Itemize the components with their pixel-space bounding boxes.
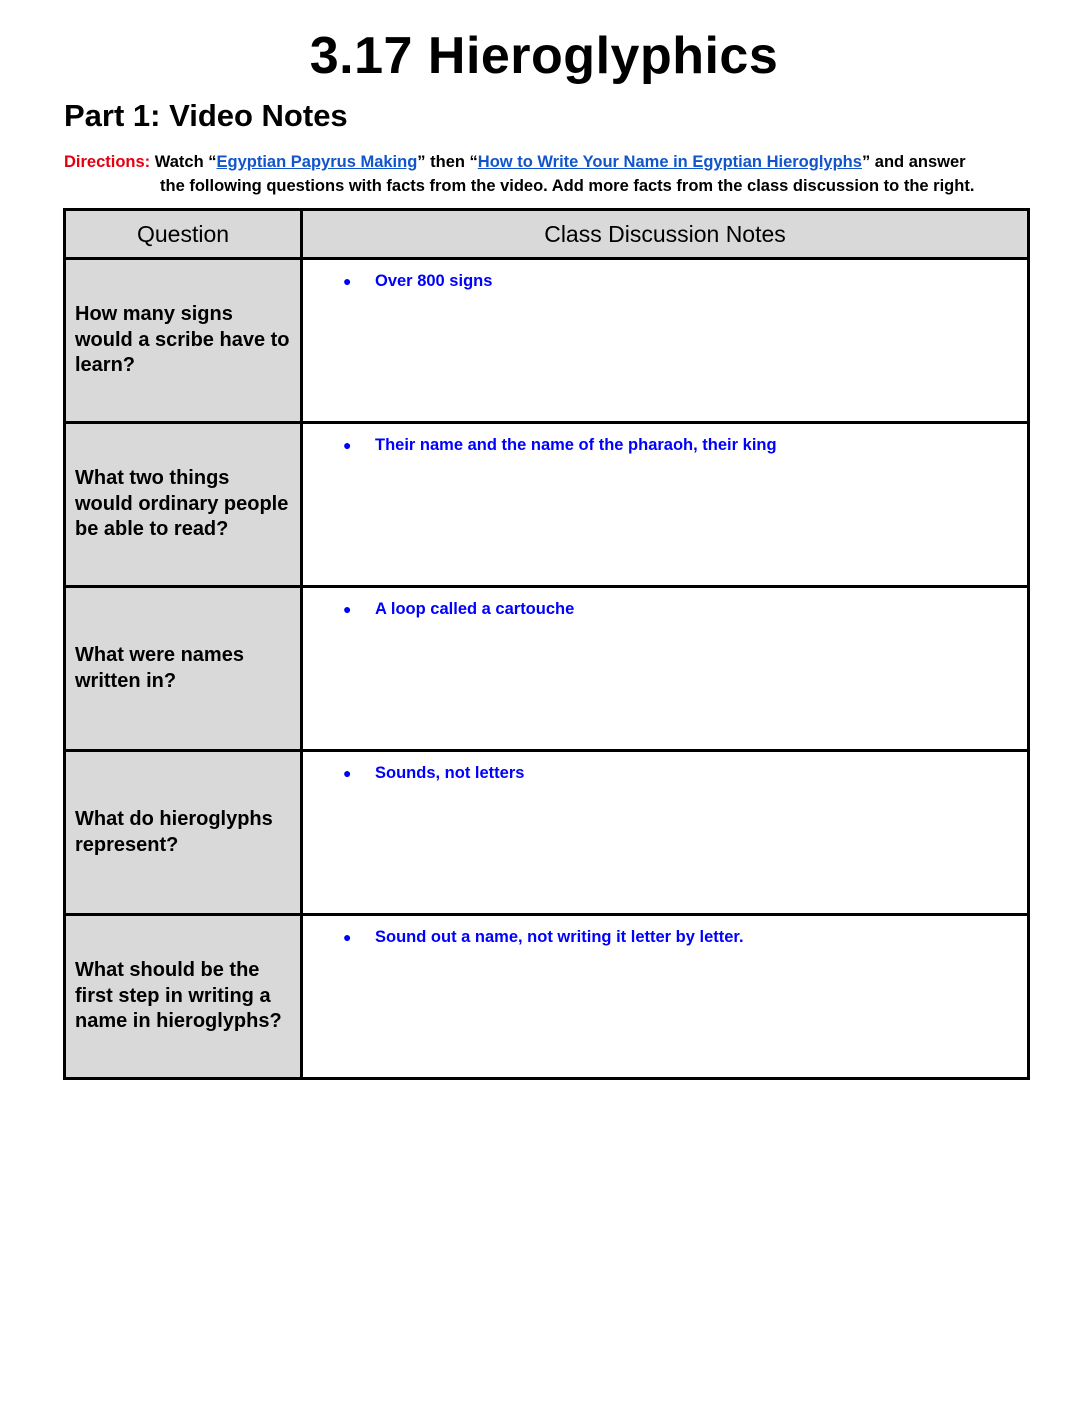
bullet-icon: ●: [343, 929, 352, 945]
answer-cell[interactable]: [302, 915, 1029, 1079]
answer-text: Sound out a name, not writing it letter by letter.: [375, 928, 744, 946]
link-how-to-write-your-name[interactable]: How to Write Your Name in Egyptian Hieroglyphs: [477, 153, 862, 171]
table-row: [65, 915, 1029, 1079]
answer-cell[interactable]: [302, 423, 1029, 587]
directions-text-and-answer: ” and answer: [861, 153, 966, 171]
page-title: 3.17 Hieroglyphics: [309, 27, 779, 85]
directions: [64, 150, 1024, 198]
directions-label: Directions:: [64, 153, 151, 171]
answer-text: A loop called a cartouche: [375, 600, 575, 618]
answer-bullet: [303, 925, 1027, 949]
table-row: [65, 751, 1029, 915]
bullet-icon: ●: [343, 601, 352, 617]
question-cell: How many signs would a scribe have to learn?: [65, 259, 302, 423]
answer-cell[interactable]: [302, 259, 1029, 423]
answer-cell[interactable]: [302, 751, 1029, 915]
notes-table: [63, 208, 1030, 1080]
directions-text-line2: the following questions with facts from the video. Add more facts from the class discussion to the right.: [160, 177, 975, 195]
question-cell: What were names written in?: [65, 587, 302, 751]
question-cell: What should be the first step in writing a name in hieroglyphs?: [65, 915, 302, 1079]
column-header-question: Question: [65, 210, 302, 259]
section-heading: Part 1: Video Notes: [64, 98, 348, 133]
bullet-icon: ●: [343, 273, 352, 289]
bullet-icon: ●: [343, 765, 352, 781]
answer-bullet: [303, 761, 1027, 785]
question-cell: What do hieroglyphs represent?: [65, 751, 302, 915]
answer-bullet: [303, 597, 1027, 621]
answer-text: Their name and the name of the pharaoh, their king: [375, 436, 777, 454]
answer-bullet: [303, 269, 1027, 293]
answer-text: Sounds, not letters: [375, 764, 525, 782]
directions-text-watch: Watch “: [150, 153, 217, 171]
bullet-icon: ●: [343, 437, 352, 453]
question-cell: What two things would ordinary people be able to read?: [65, 423, 302, 587]
table-row: [65, 423, 1029, 587]
table-row: [65, 587, 1029, 751]
column-header-notes: Class Discussion Notes: [302, 210, 1029, 259]
table-row: [65, 259, 1029, 423]
directions-text-then: ” then “: [417, 153, 478, 171]
table-header-row: [65, 210, 1029, 259]
answer-cell[interactable]: [302, 587, 1029, 751]
answer-text: Over 800 signs: [375, 272, 493, 290]
answer-bullet: [303, 433, 1027, 457]
link-egyptian-papyrus-making[interactable]: Egyptian Papyrus Making: [216, 153, 418, 171]
